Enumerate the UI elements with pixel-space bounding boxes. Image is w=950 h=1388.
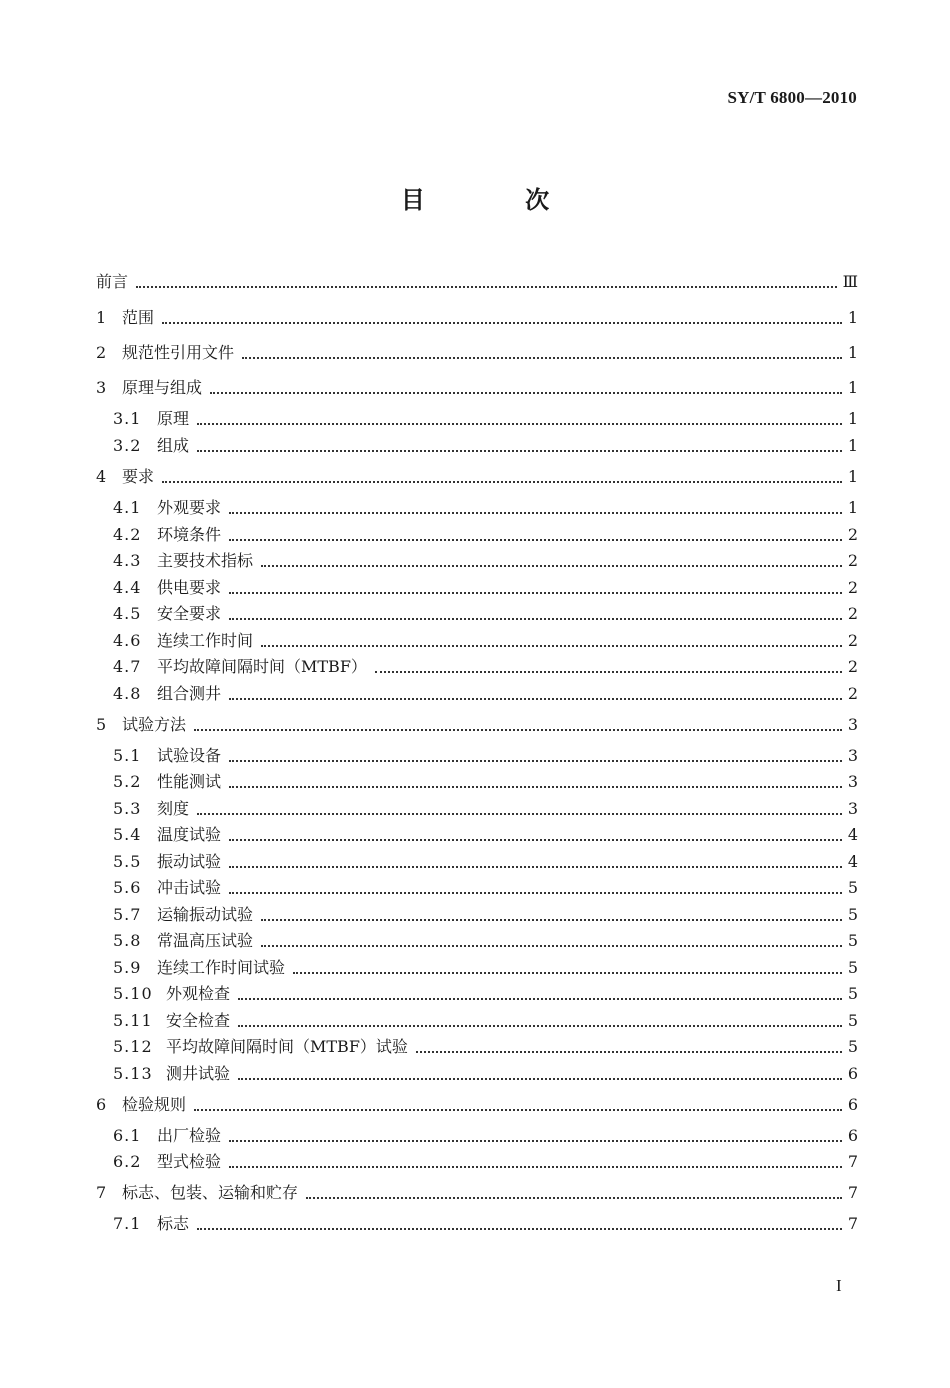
toc-entry-number: 4.3: [113, 551, 142, 570]
dot-leader: [229, 1139, 842, 1142]
toc-entry-label: 连续工作时间试验: [157, 958, 286, 977]
toc-entry-page: 1: [847, 343, 858, 362]
toc-entry-number: 5.9: [113, 958, 142, 977]
toc-entry-page: 2: [847, 604, 858, 623]
toc-entry-number: 5.1: [113, 746, 142, 765]
dot-leader: [261, 944, 842, 947]
toc-entry-label: 连续工作时间: [157, 631, 254, 650]
toc-entry-page: 7: [847, 1152, 858, 1171]
toc-entry-page: 2: [847, 578, 858, 597]
toc-entry-page: Ⅲ: [842, 272, 858, 291]
toc-entry-number: 4.4: [113, 578, 142, 597]
toc-entry[interactable]: [113, 407, 858, 431]
toc-entry-page: 1: [847, 498, 858, 517]
toc-entry-label: 组合测井: [157, 684, 222, 703]
page-title: 目 次: [400, 186, 596, 214]
toc-entry-page: 1: [847, 436, 858, 455]
toc-entry[interactable]: [113, 770, 858, 794]
dot-leader: [229, 697, 842, 700]
toc-entry-page: 5: [847, 878, 858, 897]
toc-entry-page: 4: [847, 852, 858, 871]
toc-entry-label: 试验方法: [122, 715, 187, 734]
dot-leader: [242, 356, 842, 359]
toc-entry-number: 5.7: [113, 905, 142, 924]
dot-leader: [136, 285, 837, 288]
toc-entry[interactable]: [113, 549, 858, 573]
toc-entry-label: 外观检查: [166, 984, 231, 1003]
dot-leader: [293, 971, 842, 974]
toc-entry-label: 原理: [157, 409, 190, 428]
toc-entry-label: 平均故障间隔时间（MTBF）: [157, 657, 367, 676]
toc-entry-label: 规范性引用文件: [122, 343, 235, 362]
toc-entry-page: 5: [847, 958, 858, 977]
toc-entry-label: 常温高压试验: [157, 931, 254, 950]
dot-leader: [194, 728, 842, 731]
toc-entry-label: 平均故障间隔时间（MTBF）试验: [166, 1037, 408, 1056]
toc-entry-label: 主要技术指标: [157, 551, 254, 570]
toc-entry[interactable]: [113, 1124, 858, 1148]
toc-entry-label: 检验规则: [122, 1095, 187, 1114]
toc-entry-label: 运输振动试验: [157, 905, 254, 924]
toc-entry[interactable]: [96, 713, 858, 737]
toc-entry[interactable]: [113, 682, 858, 706]
dot-leader: [229, 891, 842, 894]
toc-entry-number: 4.6: [113, 631, 142, 650]
toc-entry-number: 3.2: [113, 436, 142, 455]
toc-entry[interactable]: [113, 1009, 858, 1033]
toc-entry-page: 3: [847, 715, 858, 734]
toc-entry-number: 5.2: [113, 772, 142, 791]
toc-entry-number: 4.2: [113, 525, 142, 544]
toc-entry-label: 标志、包装、运输和贮存: [122, 1183, 299, 1202]
dot-leader: [162, 321, 842, 324]
toc-entry-label: 标志: [157, 1214, 190, 1233]
toc-entry-number: 5.10: [113, 984, 153, 1003]
toc-entry-number: 5.5: [113, 852, 142, 871]
toc-entry-page: 6: [847, 1095, 858, 1114]
toc-entry[interactable]: [113, 876, 858, 900]
toc-entry-number: 7: [96, 1183, 107, 1202]
toc-entry-number: 4.7: [113, 657, 142, 676]
toc-entry-number: 7.1: [113, 1214, 142, 1233]
toc-entry-page: 4: [847, 825, 858, 844]
dot-leader: [238, 1077, 842, 1080]
dot-leader: [261, 564, 842, 567]
toc-entry[interactable]: [96, 306, 858, 330]
toc-entry-label: 性能测试: [157, 772, 222, 791]
dot-leader: [162, 480, 842, 483]
toc-entry-label: 冲击试验: [157, 878, 222, 897]
toc-entry-page: 5: [847, 905, 858, 924]
dot-leader: [261, 918, 842, 921]
dot-leader: [229, 511, 842, 514]
dot-leader: [306, 1196, 842, 1199]
toc-entry[interactable]: [113, 629, 858, 653]
toc-entry-page: 2: [847, 631, 858, 650]
toc-entry[interactable]: [113, 523, 858, 547]
dot-leader: [194, 1108, 842, 1111]
toc-entry-number: 5.8: [113, 931, 142, 950]
toc-entry-number: 5.13: [113, 1064, 153, 1083]
toc-entry[interactable]: [113, 929, 858, 953]
toc-entry-number: 3.1: [113, 409, 142, 428]
dot-leader: [229, 538, 842, 541]
toc-entry-page: 6: [847, 1126, 858, 1145]
dot-leader: [197, 1227, 842, 1230]
toc-entry-number: 5.3: [113, 799, 142, 818]
toc-entry[interactable]: [113, 903, 858, 927]
dot-leader: [229, 865, 842, 868]
toc-entry-number: 6: [96, 1095, 107, 1114]
toc-entry-label: 型式检验: [157, 1152, 222, 1171]
toc-entry-label: 振动试验: [157, 852, 222, 871]
toc-entry-page: 5: [847, 984, 858, 1003]
toc-entry[interactable]: [113, 956, 858, 980]
toc-entry-page: 5: [847, 1011, 858, 1030]
toc-entry-page: 1: [847, 308, 858, 327]
toc-entry[interactable]: [113, 655, 858, 679]
toc-entry-page: 1: [847, 467, 858, 486]
toc-entry-label: 组成: [157, 436, 190, 455]
toc-entry[interactable]: [113, 744, 858, 768]
toc-entry[interactable]: [113, 1212, 858, 1236]
toc-entry-page: 3: [847, 772, 858, 791]
dot-leader: [229, 785, 842, 788]
toc-entry-number: 6.2: [113, 1152, 142, 1171]
toc-entry-number: 4.5: [113, 604, 142, 623]
toc-entry-label: 要求: [122, 467, 155, 486]
toc-entry[interactable]: [113, 1062, 858, 1086]
toc-entry-number: 5.6: [113, 878, 142, 897]
toc-entry-number: 4: [96, 467, 107, 486]
toc-entry-page: 2: [847, 551, 858, 570]
dot-leader: [238, 997, 842, 1000]
toc-entry-number: 5.4: [113, 825, 142, 844]
toc-entry-label: 前言: [96, 272, 129, 291]
toc-entry-label: 试验设备: [157, 746, 222, 765]
toc-entry-number: 4.8: [113, 684, 142, 703]
toc-entry-page: 2: [847, 657, 858, 676]
dot-leader: [238, 1024, 842, 1027]
dot-leader: [197, 422, 842, 425]
toc-entry[interactable]: [113, 823, 858, 847]
toc-entry-page: 5: [847, 931, 858, 950]
dot-leader: [197, 812, 842, 815]
toc-entry[interactable]: [113, 797, 858, 821]
toc-entry-number: 5.11: [113, 1011, 153, 1030]
toc-entry-label: 外观要求: [157, 498, 222, 517]
toc-entry[interactable]: [113, 1035, 858, 1059]
toc-entry-number: 3: [96, 378, 107, 397]
dot-leader: [375, 670, 842, 673]
toc-entry-number: 5: [96, 715, 107, 734]
toc-entry[interactable]: [113, 576, 858, 600]
toc-entry[interactable]: [96, 376, 858, 400]
toc-entry[interactable]: [96, 1093, 858, 1117]
toc-entry[interactable]: [113, 850, 858, 874]
toc-entry[interactable]: [113, 1150, 858, 1174]
toc-entry-page: 5: [847, 1037, 858, 1056]
toc-entry[interactable]: [96, 1181, 858, 1205]
dot-leader: [197, 449, 842, 452]
dot-leader: [229, 617, 842, 620]
toc-entry-label: 温度试验: [157, 825, 222, 844]
toc-entry[interactable]: [113, 982, 858, 1006]
toc-entry-label: 安全要求: [157, 604, 222, 623]
toc-entry-page: 6: [847, 1064, 858, 1083]
toc-entry-number: 4.1: [113, 498, 142, 517]
toc-entry[interactable]: [96, 270, 858, 294]
toc-entry-number: 2: [96, 343, 107, 362]
toc-entry-number: 6.1: [113, 1126, 142, 1145]
dot-leader: [229, 838, 842, 841]
page-number: I: [836, 1276, 842, 1295]
toc-entry-page: 1: [847, 378, 858, 397]
toc-entry-label: 供电要求: [157, 578, 222, 597]
toc-entry-label: 刻度: [157, 799, 190, 818]
toc-entry[interactable]: [96, 341, 858, 365]
toc-entry-label: 安全检查: [166, 1011, 231, 1030]
dot-leader: [416, 1050, 842, 1053]
toc-entry[interactable]: [113, 434, 858, 458]
standard-code: SY/T 6800—2010: [727, 88, 857, 107]
toc-entry-label: 测井试验: [166, 1064, 231, 1083]
dot-leader: [261, 644, 842, 647]
toc-entry-page: 3: [847, 799, 858, 818]
toc-entry[interactable]: [113, 496, 858, 520]
toc-entry-number: 1: [96, 308, 107, 327]
dot-leader: [229, 591, 842, 594]
toc-entry[interactable]: [96, 465, 858, 489]
toc-entry-page: 1: [847, 409, 858, 428]
dot-leader: [229, 759, 842, 762]
toc-entry-page: 2: [847, 684, 858, 703]
toc-entry-label: 出厂检验: [157, 1126, 222, 1145]
toc-entry-label: 范围: [122, 308, 155, 327]
dot-leader: [229, 1165, 842, 1168]
dot-leader: [210, 391, 842, 394]
toc-entry-page: 7: [847, 1214, 858, 1233]
toc-entry-number: 5.12: [113, 1037, 153, 1056]
toc-entry-page: 2: [847, 525, 858, 544]
toc-entry-label: 原理与组成: [122, 378, 203, 397]
toc-entry-page: 3: [847, 746, 858, 765]
toc-entry[interactable]: [113, 602, 858, 626]
toc-entry-label: 环境条件: [157, 525, 222, 544]
toc-entry-page: 7: [847, 1183, 858, 1202]
